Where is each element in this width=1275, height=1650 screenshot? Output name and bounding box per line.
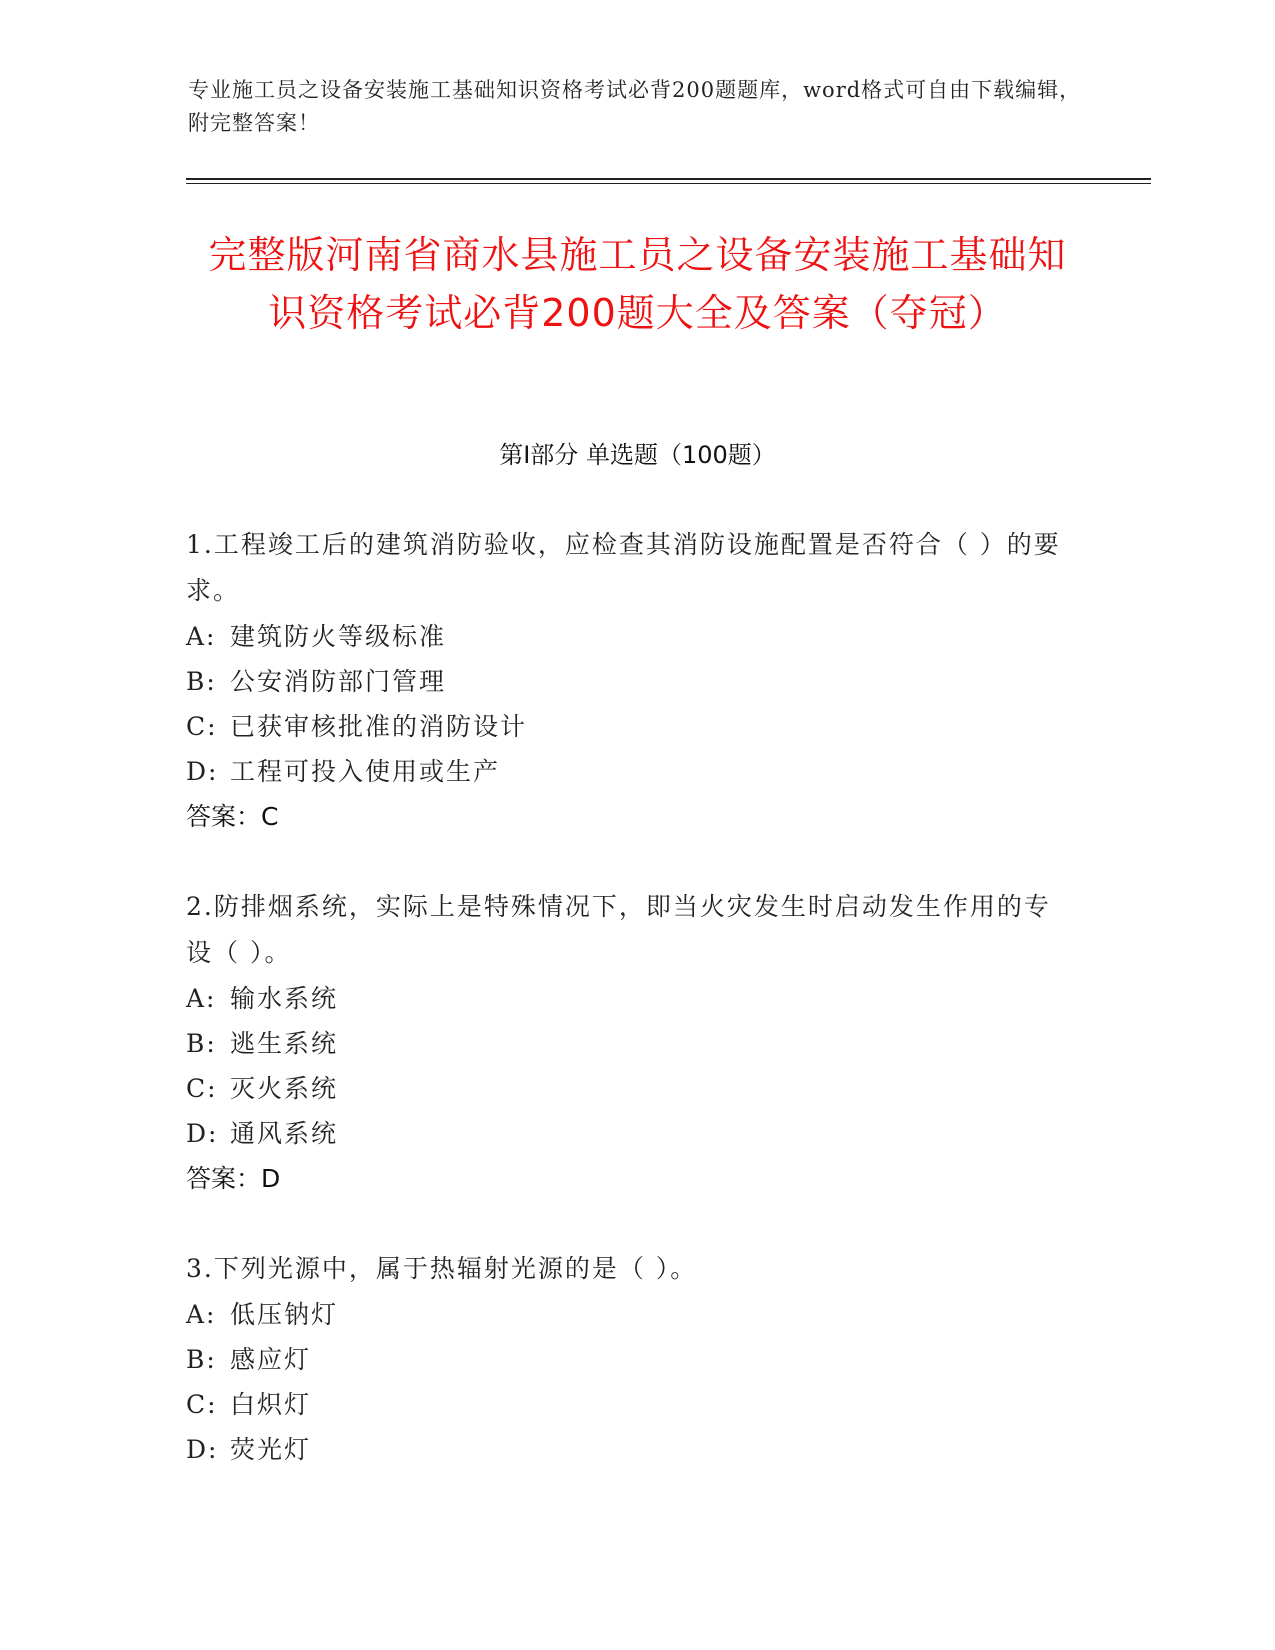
header-divider-thick [186,178,1151,180]
option-text: 逃生系统 [230,1029,339,1058]
option-text: 灭火系统 [230,1074,339,1103]
option-text: 白炽灯 [230,1390,312,1419]
option-text: 输水系统 [230,984,339,1013]
question-1 [186,522,1066,840]
document-title: 完整版河南省商水县施工员之设备安装施工基础知识资格考试必背200题大全及答案（夺冠） [208,233,1067,335]
option-text: 感应灯 [230,1345,312,1374]
option-letter: C: [186,1074,218,1103]
option-b [186,1337,1066,1382]
option-letter: C: [186,712,218,741]
option-b [186,1021,1066,1066]
option-a [186,1292,1066,1337]
option-text: 工程可投入使用或生产 [230,757,501,786]
option-text: 通风系统 [230,1119,339,1148]
question-stem: 2.防排烟系统，实际上是特殊情况下，即当火灾发生时启动发生作用的专设（ ）。 [186,892,1051,967]
option-b [186,659,1066,704]
option-letter: D: [186,757,219,786]
option-letter: D: [186,1435,219,1464]
option-letter: C: [186,1390,218,1419]
header-divider-thin [186,183,1151,184]
question-stem: 3.下列光源中，属于热辐射光源的是（ ）。 [186,1254,698,1283]
option-a [186,614,1066,659]
option-d [186,749,1066,794]
section-heading: 第Ⅰ部分 单选题（100题） [499,441,776,469]
option-text: 低压钠灯 [230,1300,339,1329]
option-text: 公安消防部门管理 [230,667,447,696]
option-text: 荧光灯 [230,1435,312,1464]
option-c [186,1382,1066,1427]
option-letter: A: [186,1300,217,1329]
question-2 [186,884,1066,1202]
option-c [186,704,1066,749]
answer-line: 答案：D [186,1164,281,1193]
question-stem: 1.工程竣工后的建筑消防验收，应检查其消防设施配置是否符合（ ）的要求。 [186,530,1061,605]
option-a [186,976,1066,1021]
option-d [186,1427,1066,1472]
header-note: 专业施工员之设备安装施工基础知识资格考试必背200题题库，word格式可自由下载编辑，附完整答案！ [188,78,1082,135]
option-text: 已获审核批准的消防设计 [230,712,528,741]
answer-line: 答案：C [186,802,279,831]
option-letter: A: [186,984,217,1013]
option-letter: A: [186,622,217,651]
option-d [186,1111,1066,1156]
option-letter: D: [186,1119,219,1148]
option-letter: B: [186,1029,217,1058]
option-c [186,1066,1066,1111]
option-text: 建筑防火等级标准 [230,622,447,651]
option-letter: B: [186,667,217,696]
question-3 [186,1246,1066,1472]
option-letter: B: [186,1345,217,1374]
